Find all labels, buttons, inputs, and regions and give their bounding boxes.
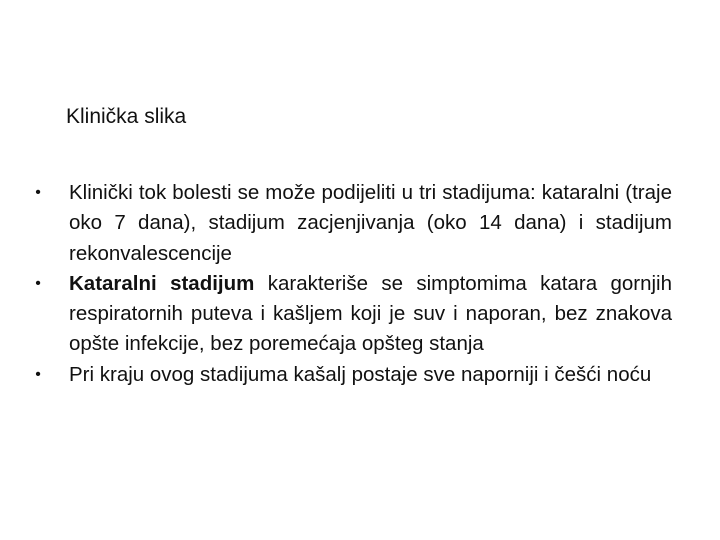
bullet-item-2 bbox=[28, 269, 672, 360]
slide-title: Klinička slika bbox=[66, 105, 187, 128]
bullet-item-1 bbox=[28, 178, 672, 269]
bullet-text: Klinički tok bolesti se može podijeliti u tri stadijuma: kataralni (traje oko 7 dana), stadijum zacjenjivanja (oko 14 dana) i stadijum rekonvalescencije bbox=[69, 181, 672, 265]
bullet-marker: • bbox=[35, 365, 41, 383]
bullet-text: karakteriše se simptomima katara gornjih respiratornih puteva i kašljem koji je suv i naporan, bez znakova opšte infekcije, bez poremećaja opšteg stanja bbox=[69, 271, 673, 356]
bullet-bold-text: Kataralni stadijum bbox=[69, 271, 255, 295]
bullet-text: Pri kraju ovog stadijuma kašalj postaje sve naporniji i češći noću bbox=[69, 362, 652, 386]
bullet-marker: • bbox=[35, 184, 41, 201]
bullet-item-3 bbox=[28, 360, 672, 390]
bullet-marker: • bbox=[35, 274, 41, 292]
bullet-list bbox=[28, 178, 672, 390]
